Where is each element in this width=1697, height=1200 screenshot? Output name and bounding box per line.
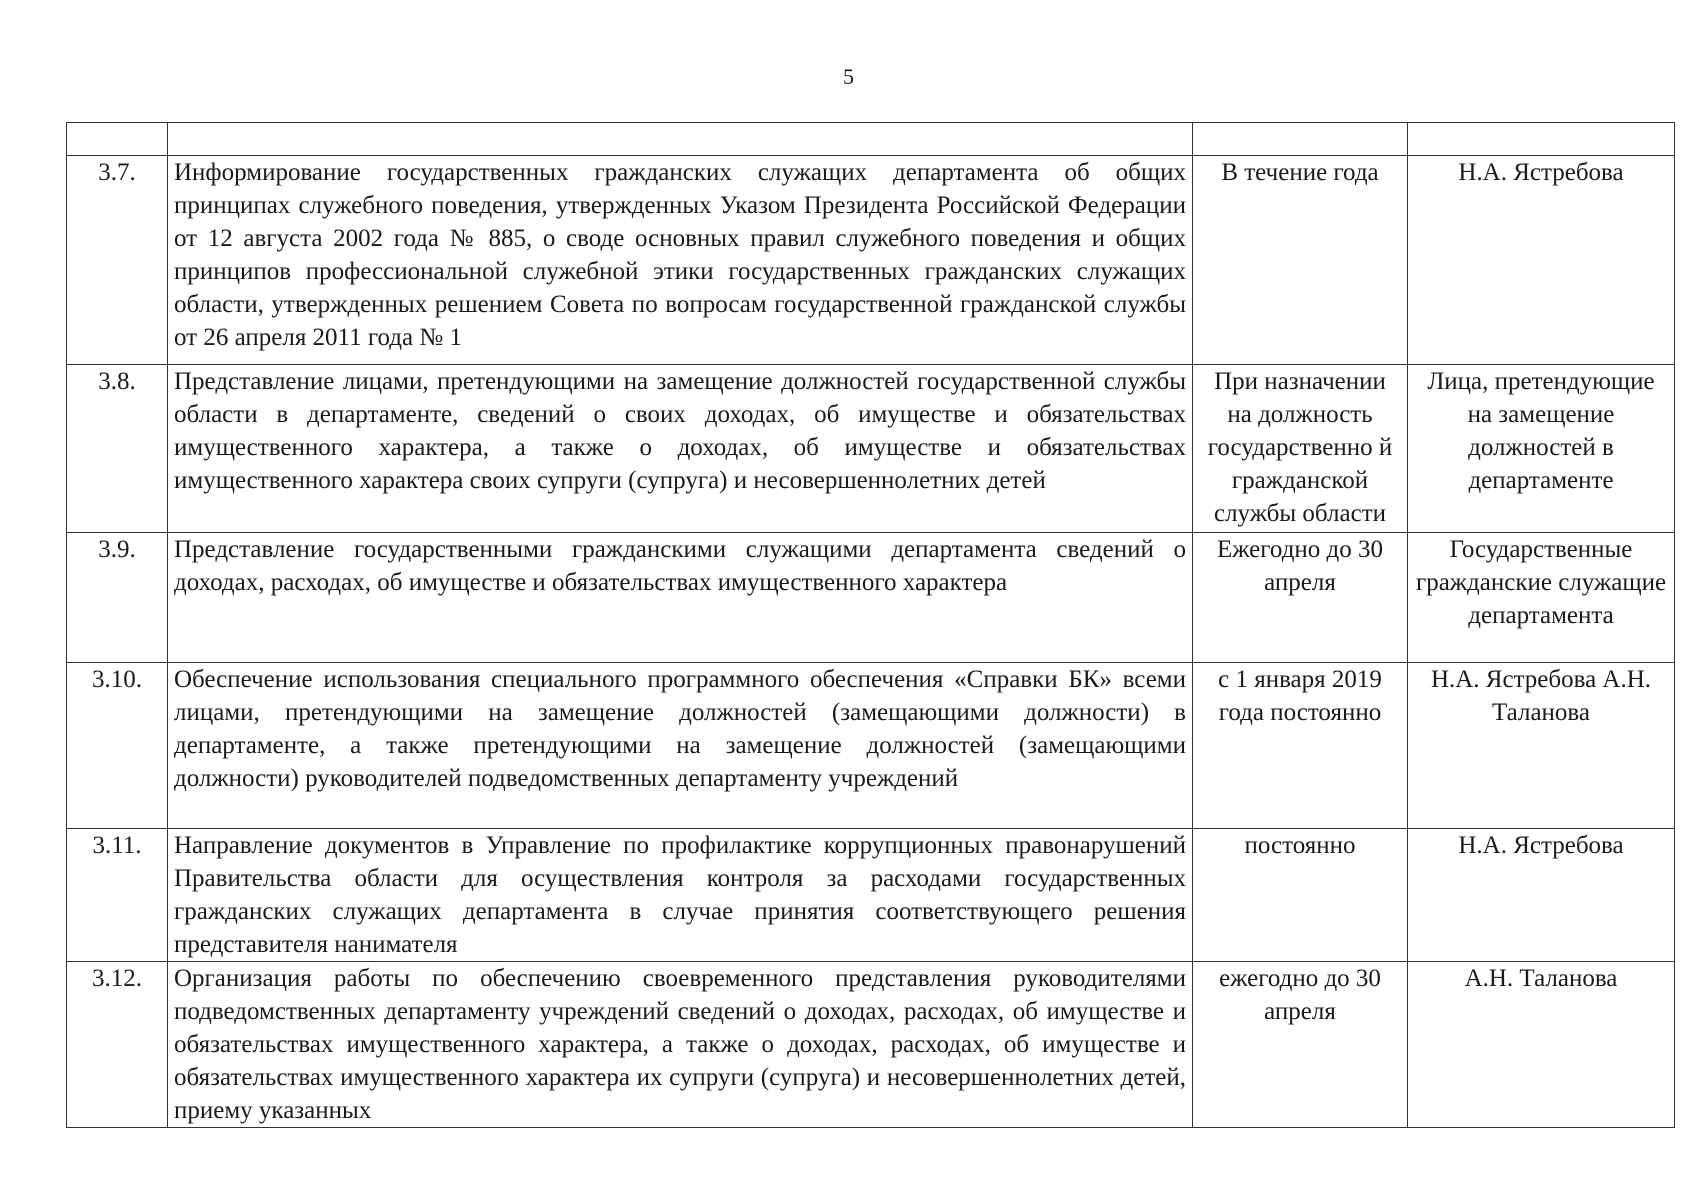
table-row [67, 533, 1675, 663]
measure-term: Ежегодно до 30 апреля [1193, 533, 1408, 663]
row-number: 3.11. [67, 829, 168, 962]
measure-responsible: Н.А. Ястребова [1408, 829, 1675, 962]
row-number: 3.12. [67, 962, 168, 1128]
row-number: 3.10. [67, 663, 168, 829]
measure-responsible: Н.А. Ястребова [1408, 156, 1675, 365]
table-row [67, 365, 1675, 533]
row-number: 3.8. [67, 365, 168, 533]
measure-responsible: Н.А. Ястребова А.Н. Таланова [1408, 663, 1675, 829]
measure-description: Представление государственными гражданскими служащими департамента сведений о доходах, расходах, об имуществе и обязательствах имущественного характера [168, 533, 1193, 663]
measure-term: При назначении на должность государственно й гражданской службы области [1193, 365, 1408, 533]
table-header-row [67, 123, 1675, 156]
measure-description: Направление документов в Управление по профилактике коррупционных правонарушений Правительства области для осуществления контроля за расходами государственных гражданских служащих департамента в случае принятия соответствующего решения представителя нанимателя [168, 829, 1193, 962]
header-cell-term [1193, 123, 1408, 156]
measure-description: Обеспечение использования специального программного обеспечения «Справки БК» всеми лицами, претендующими на замещение должностей (замещающими должности) в департаменте, а также претендующими на замещение должностей (замещающими должности) руководителей подведомственных департаменту учреждений [168, 663, 1193, 829]
measure-term: постоянно [1193, 829, 1408, 962]
header-cell-num [67, 123, 168, 156]
row-number: 3.9. [67, 533, 168, 663]
table-row [67, 962, 1675, 1128]
header-cell-resp [1408, 123, 1675, 156]
measure-responsible: Лица, претендующие на замещение должностей в департаменте [1408, 365, 1675, 533]
measure-description: Организация работы по обеспечению своевременного представления руководителями подведомственных департаменту учреждений сведений о доходах, расходах, об имуществе и обязательствах имущественного характера, а также о доходах, расходах, об имуществе и обязательствах имущественного характера их супруги (супруга) и несовершеннолетних детей, приему указанных [168, 962, 1193, 1128]
table-row [67, 829, 1675, 962]
measure-term: с 1 января 2019 года постоянно [1193, 663, 1408, 829]
measure-description: Информирование государственных гражданских служащих департамента об общих принципах служебного поведения, утвержденных Указом Президента Российской Федерации от 12 августа 2002 года № 885, о своде основных правил служебного поведения и общих принципов профессиональной служебной этики государственных гражданских служащих области, утвержденных решением Совета по вопросам государственной гражданской службы от 26 апреля 2011 года № 1 [168, 156, 1193, 365]
measure-description: Представление лицами, претендующими на замещение должностей государственной службы области в департаменте, сведений о своих доходах, об имуществе и обязательствах имущественного характера, а также о доходах, об имуществе и обязательствах имущественного характера своих супруги (супруга) и несовершеннолетних детей [168, 365, 1193, 533]
measure-term: ежегодно до 30 апреля [1193, 962, 1408, 1128]
measure-term: В течение года [1193, 156, 1408, 365]
measures-table [66, 122, 1675, 1128]
table-row [67, 156, 1675, 365]
measure-responsible: Государственные гражданские служащие департамента [1408, 533, 1675, 663]
header-cell-desc [168, 123, 1193, 156]
page-number: 5 [843, 64, 854, 89]
row-number: 3.7. [67, 156, 168, 365]
measure-responsible: А.Н. Таланова [1408, 962, 1675, 1128]
table-row [67, 663, 1675, 829]
